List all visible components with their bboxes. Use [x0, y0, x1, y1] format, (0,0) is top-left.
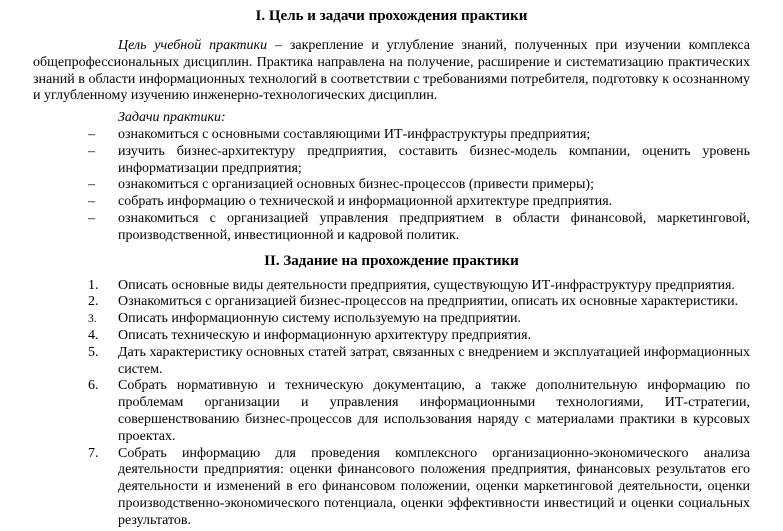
task-item-text: изучить бизнес-архитектуру предприятия, составить бизнес-модель компании, оценить уровень информатизации предприятия; [118, 143, 750, 176]
item-number: 4. [88, 327, 99, 343]
item-number: 1. [88, 277, 99, 293]
task-item-text: собрать информацию о технической и информационной архитектуре предприятия. [118, 194, 613, 210]
intro-paragraph [33, 38, 750, 105]
task-item [33, 211, 750, 245]
assignment-item [33, 328, 750, 345]
item-number: 5. [88, 344, 99, 360]
assignment-item-text: Описать информационную систему используемую на предприятии. [118, 311, 522, 327]
task-item [33, 144, 750, 178]
assignment-item-text: Описать техническую и информационную архитектуру предприятия. [118, 327, 532, 343]
task-item [33, 127, 750, 144]
task-item-text: ознакомиться с основными составляющими ИТ-инфраструктуры предприятия; [118, 126, 591, 142]
intro-body-text: – закрепление и углубление знаний, полученных при изучении комплекса общепрофессиональных дисциплин. Практика направлена на получение, расширение и систематизацию практических знаний в области информационных технологий в соответствии с требованиями потребителя, подготовку к осознанному и углубленному изучению инженерно-технологических дисциплин. [33, 38, 750, 104]
assignment-item-text: Собрать нормативную и техническую документацию, а также дополнительную информацию по проблемам организации и управления информационными технологиями, ИТ-стратегии, совершенствованию бизнес-процессов для использования наряду с материалами практики в курсовых проектах. [118, 378, 750, 444]
item-number: 6. [88, 378, 99, 394]
item-number: 3. [88, 313, 97, 326]
dash-bullet: – [88, 177, 95, 193]
dash-bullet: – [88, 194, 95, 210]
intro-lead-italic: Цель учебной практики [118, 38, 268, 53]
assignment-item-text: Собрать информацию для проведения комплексного организационно-экономического анализа деятельности предприятия: оценки финансового положения предприятия, финансовых результатов его деятельности и изменений в его финансовом положении, оценки маркетинговой деятельности, оценки производственно-экономического потенциала, оценки эффективности инвестиций и оценки социальных результатов. [118, 445, 750, 528]
task-item [33, 177, 750, 194]
assignment-item [33, 294, 750, 311]
item-number: 7. [88, 445, 99, 461]
section-2-heading: II. Задание на прохождение практики [264, 252, 519, 269]
section-1-heading: I. Цель и задачи прохождения практики [255, 8, 528, 24]
task-item-text: ознакомиться с организацией управления предприятием в области финансовой, маркетинговой, производственной, инвестиционной и кадровой политик. [118, 210, 750, 243]
dash-bullet: – [88, 126, 95, 142]
assignment-item [33, 278, 750, 295]
task-item-text: ознакомиться с организацией основных бизнес-процессов (привести примеры); [118, 177, 594, 193]
assignment-item [33, 378, 750, 445]
dash-bullet: – [88, 210, 95, 226]
tasks-label: Задачи практики: [118, 110, 226, 126]
assignment-item-text: Описать основные виды деятельности предприятия, существующую ИТ-инфраструктуру предприятия. [118, 277, 735, 293]
assignment-item-text: Ознакомиться с организацией бизнес-процессов на предприятии, описать их основные характеристики. [118, 294, 739, 310]
assignment-item [33, 311, 750, 328]
assignment-item [33, 345, 750, 379]
task-item [33, 194, 750, 211]
practice-tasks-list [33, 127, 750, 245]
assignment-item-text: Дать характеристику основных статей затрат, связанных с внедрением и эксплуатацией информационных систем. [118, 344, 750, 377]
assignment-item [33, 446, 750, 530]
assignment-items-list [33, 278, 750, 530]
item-number: 2. [88, 294, 99, 310]
dash-bullet: – [88, 143, 95, 159]
